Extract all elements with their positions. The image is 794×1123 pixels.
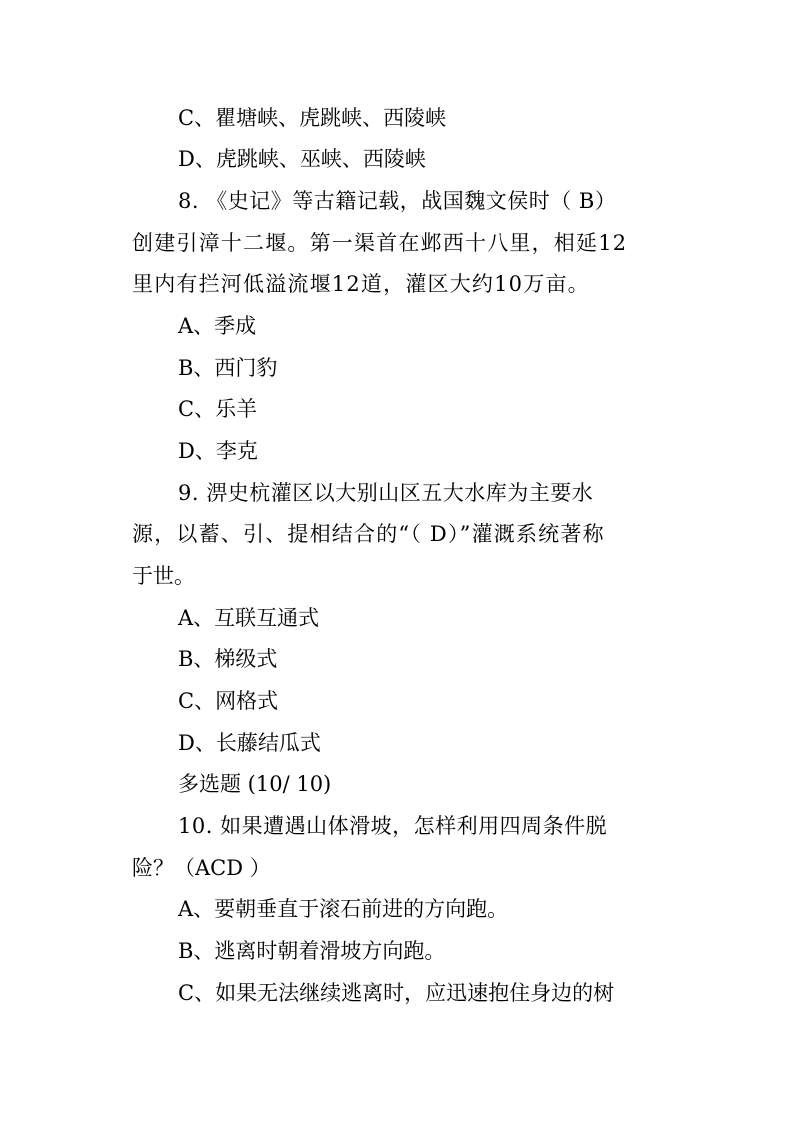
option-c-q9: C、网格式	[178, 689, 279, 713]
question-9-line-1: 9. 淠史杭灌区以大别山区五大水库为主要水	[178, 481, 594, 505]
question-9-line-3: 于世。	[132, 564, 195, 588]
question-10-line-1: 10. 如果遭遇山体滑坡，怎样利用四周条件脱	[178, 814, 608, 838]
question-9-line-2: 源，以蓄、引、提相结合的“（ D）”灌溉系统著称	[132, 522, 605, 546]
question-8-line-1: 8. 《史记》等古籍记载，战国魏文侯时（ B）	[178, 189, 617, 213]
question-10-line-2: 险？（ACD ）	[132, 856, 271, 880]
option-d-q7: D、虎跳峡、巫峡、西陵峡	[178, 147, 426, 171]
option-c-q10: C、如果无法继续逃离时，应迅速抱住身边的树	[178, 981, 615, 1005]
option-b-q8: B、西门豹	[178, 356, 278, 380]
option-c-q7: C、瞿塘峡、虎跳峡、西陵峡	[178, 106, 447, 130]
option-c-q8: C、乐羊	[178, 397, 258, 421]
option-d-q8: D、李克	[178, 439, 258, 463]
option-d-q9: D、长藤结瓜式	[178, 731, 321, 755]
option-a-q10: A、要朝垂直于滚石前进的方向跑。	[178, 897, 509, 921]
option-a-q9: A、互联互通式	[178, 606, 320, 630]
option-b-q10: B、逃离时朝着滑坡方向跑。	[178, 939, 446, 963]
option-a-q8: A、季成	[178, 314, 257, 338]
section-heading-multiple-choice: 多选题 (10/ 10)	[178, 772, 332, 796]
question-8-line-2: 创建引漳十二堰。第一渠首在邺西十八里，相延12	[132, 231, 628, 255]
question-8-line-3: 里内有拦河低溢流堰12道，灌区大约10万亩。	[132, 272, 590, 296]
option-b-q9: B、梯级式	[178, 647, 278, 671]
